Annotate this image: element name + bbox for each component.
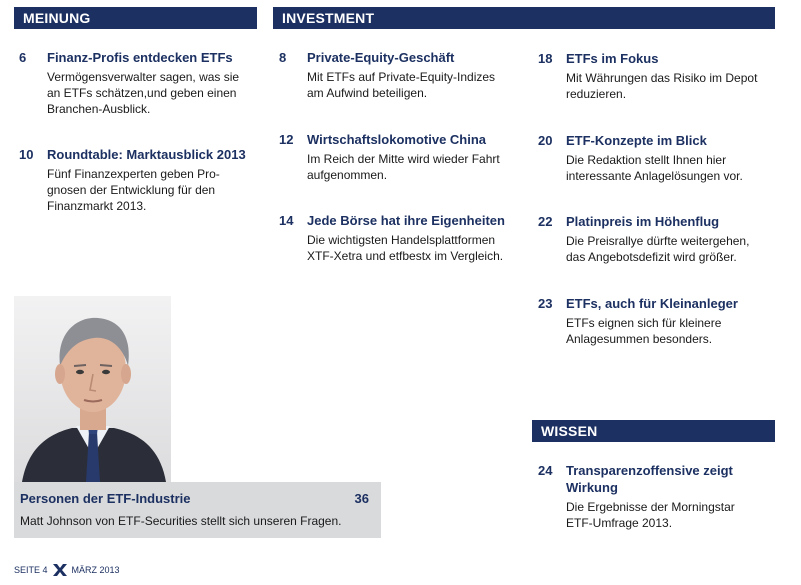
toc-entry[interactable] bbox=[538, 213, 783, 265]
portrait-caption[interactable] bbox=[14, 482, 381, 538]
toc-entry[interactable] bbox=[19, 146, 259, 214]
toc-entry[interactable] bbox=[279, 212, 529, 264]
entry-description: Im Reich der Mitte wird wieder Fahrt aufgenommen. bbox=[307, 152, 500, 182]
portrait-title: Personen der ETF-Industrie bbox=[20, 491, 191, 506]
entry-title: Roundtable: Marktausblick 2013 bbox=[47, 147, 246, 162]
page-number: 8 bbox=[279, 50, 287, 65]
footer-page-label: SEITE 4 bbox=[14, 565, 48, 575]
entry-description: Die Redaktion stellt Ihnen hier interessante Anlagelösungen vor. bbox=[566, 153, 743, 183]
toc-entry[interactable] bbox=[279, 131, 529, 183]
page-number: 12 bbox=[279, 132, 294, 147]
portrait-description: Matt Johnson von ETF-Securities stellt sich unseren Fragen. bbox=[20, 514, 342, 528]
page-number: 10 bbox=[19, 147, 34, 162]
page-number: 20 bbox=[538, 133, 553, 148]
entry-title: Private-Equity-Geschäft bbox=[307, 50, 455, 65]
page-number: 24 bbox=[538, 463, 553, 478]
portrait-page-number: 36 bbox=[354, 491, 369, 506]
entry-title: Finanz-Profis entdecken ETFs bbox=[47, 50, 233, 65]
toc-entry[interactable] bbox=[19, 49, 259, 117]
toc-entry[interactable] bbox=[279, 49, 529, 101]
toc-entry[interactable] bbox=[538, 132, 783, 184]
page-number: 23 bbox=[538, 296, 553, 311]
portrait-photo bbox=[14, 296, 171, 482]
page-number: 18 bbox=[538, 51, 553, 66]
entry-description: Fünf Finanzexperten geben Pro- gnosen der Entwicklung für den Finanzmarkt 2013. bbox=[47, 167, 220, 213]
entry-title: ETFs, auch für Kleinanleger bbox=[566, 296, 738, 311]
entry-description: Vermögensverwalter sagen, was sie an ETFs schätzen,und geben einen Branchen-Ausblick. bbox=[47, 70, 240, 116]
page-number: 14 bbox=[279, 213, 294, 228]
x-logo-icon bbox=[52, 564, 68, 576]
entry-description: Die Preisrallye dürfte weitergehen, das Angebotsdefizit wird größer. bbox=[566, 234, 750, 264]
entry-title: Jede Börse hat ihre Eigenheiten bbox=[307, 213, 505, 228]
toc-entry[interactable] bbox=[538, 295, 783, 347]
page-footer bbox=[14, 563, 120, 577]
page-number: 6 bbox=[19, 50, 27, 65]
entry-description: Mit ETFs auf Private-Equity-Indizes am Aufwind beteiligen. bbox=[307, 70, 496, 100]
toc-entry[interactable] bbox=[538, 462, 783, 531]
entry-title: Wirtschaftslokomotive China bbox=[307, 132, 487, 147]
entry-description: Die Ergebnisse der Morningstar ETF-Umfrage 2013. bbox=[566, 500, 735, 530]
entry-title: Platinpreis im Höhenflug bbox=[566, 214, 720, 229]
footer-issue: MÄRZ 2013 bbox=[71, 565, 120, 575]
section-header-meinung: MEINUNG bbox=[14, 7, 257, 29]
entry-description: Die wichtigsten Handelsplattformen XTF-Xetra und etfbestx im Vergleich. bbox=[307, 233, 504, 263]
page-number: 22 bbox=[538, 214, 553, 229]
entry-description: Mit Währungen das Risiko im Depot reduzieren. bbox=[566, 71, 758, 101]
entry-title: Transparenzoffensive zeigt Wirkung bbox=[566, 463, 733, 495]
entry-title: ETFs im Fokus bbox=[566, 51, 659, 66]
toc-entry[interactable] bbox=[538, 50, 783, 102]
entry-title: ETF-Konzepte im Blick bbox=[566, 133, 707, 148]
section-header-investment: INVESTMENT bbox=[273, 7, 775, 29]
section-header-wissen: WISSEN bbox=[532, 420, 775, 442]
entry-description: ETFs eignen sich für kleinere Anlagesummen besonders. bbox=[566, 316, 722, 346]
